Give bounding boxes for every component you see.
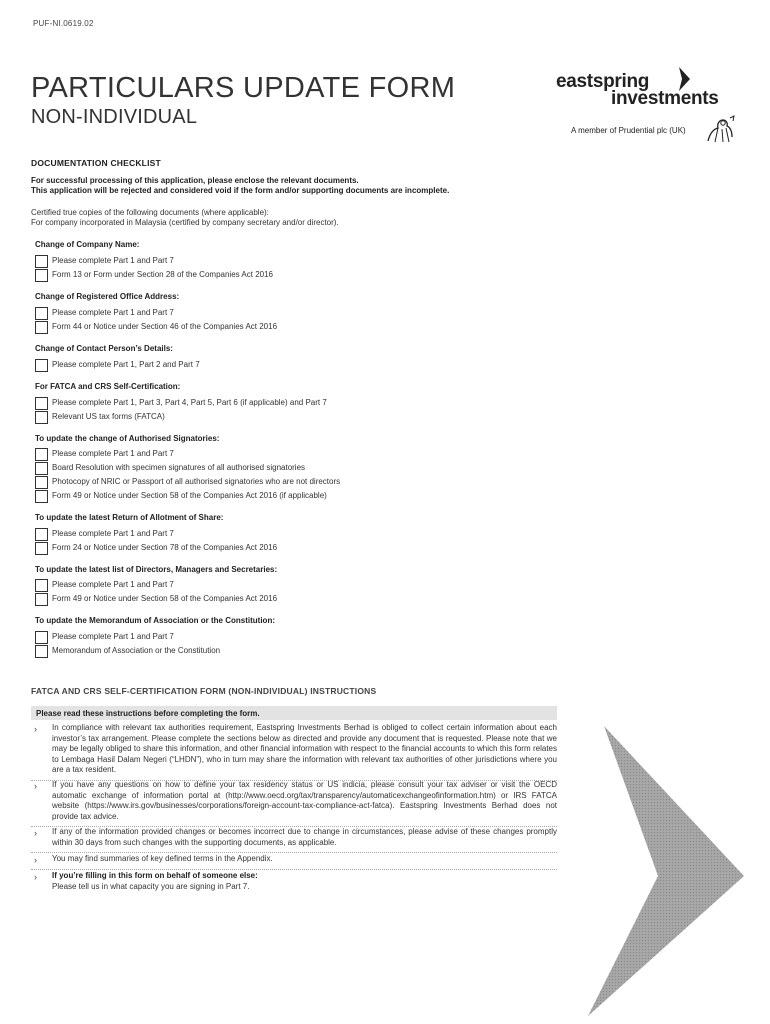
eastspring-logo xyxy=(556,58,746,148)
checklist-item-label: Relevant US tax forms (FATCA) xyxy=(52,412,165,421)
section-title-registered-office: Change of Registered Office Address: xyxy=(35,292,180,301)
form-subtitle: NON-INDIVIDUAL xyxy=(31,106,198,128)
checkbox[interactable] xyxy=(35,307,48,320)
checklist-item-label: Board Resolution with specimen signatures of all authorised signatories xyxy=(52,463,306,472)
logo-word-investments: investments xyxy=(611,88,719,109)
checklist-item-label: Please complete Part 1, Part 2 and Part 7 xyxy=(52,360,200,369)
checkbox[interactable] xyxy=(35,269,48,282)
instruction-text xyxy=(52,871,557,896)
bullet-chevron-icon: › xyxy=(34,828,37,838)
instruction-text: If any of the information provided changes or becomes incorrect due to change in circumstances, please advise of these changes promptly within 30 days from such changes with the supporting documents, as applicable. xyxy=(52,827,557,847)
checkbox[interactable] xyxy=(35,255,48,268)
instruction-text: If you have any questions on how to define your tax residency status or US indicia, please consult your tax adviser or visit the OECD automatic exchange of information portal at (http://www.oecd.org/tax/transparency/automaticexchangeofinformation.htm) or IRS FATCA website (https://www.irs.gov/businesses/corporations/foreign-account-tax-compliance-act-fatca). Eastspring Investments Berhad does not provide tax advice. xyxy=(52,780,557,821)
checkbox[interactable] xyxy=(35,321,48,334)
certified-line-2: For company incorporated in Malaysia (certified by company secretary and/or director). xyxy=(31,218,339,227)
checklist-item-label: Please complete Part 1 and Part 7 xyxy=(52,256,174,265)
checklist-item-label: Form 44 or Notice under Section 46 of the Companies Act 2016 xyxy=(52,322,278,331)
checkbox[interactable] xyxy=(35,631,48,644)
checklist-item-label: Please complete Part 1 and Part 7 xyxy=(52,580,174,589)
checkbox[interactable] xyxy=(35,593,48,606)
checklist-item-label: Please complete Part 1 and Part 7 xyxy=(52,308,174,317)
logo-word-eastspring: eastspring xyxy=(556,71,650,92)
section-title-fatca-crs: For FATCA and CRS Self-Certification: xyxy=(35,382,181,391)
checklist-item-label: Please complete Part 1, Part 3, Part 4, Part 5, Part 6 (if applicable) and Part 7 xyxy=(52,398,327,407)
instruction-bullet xyxy=(31,827,557,853)
checklist-notice-1: For successful processing of this application, please enclose the relevant documents. xyxy=(31,176,359,185)
checkbox[interactable] xyxy=(35,490,48,503)
bullet-chevron-icon: › xyxy=(34,872,37,882)
checklist-item-label: Please complete Part 1 and Part 7 xyxy=(52,632,174,641)
form-code: PUF-NI.0619.02 xyxy=(33,19,94,28)
checkbox[interactable] xyxy=(35,411,48,424)
prudential-lady-icon xyxy=(704,115,736,145)
instruction-text: You may find summaries of key defined terms in the Appendix. xyxy=(52,854,273,863)
checklist-item-label: Form 49 or Notice under Section 58 of the Companies Act 2016 (if applicable) xyxy=(52,491,327,500)
instruction-bullet xyxy=(31,780,557,827)
instruction-text: In compliance with relevant tax authorities requirement, Eastspring Investments Berhad is obliged to collect certain information about each investor’s tax arrangement. Please complete the sections below as directed and provide any document that is requested. Please note that we may be legally obliged to share this information, and other financial information with respect to the financial accounts to which this form relates to Lembaga Hasil Dalam Negeri (“LHDN”), who in turn may share the information with relevant tax authorities of other jurisdictions where you are a tax resident. xyxy=(52,723,557,774)
checkbox[interactable] xyxy=(35,645,48,658)
checkbox[interactable] xyxy=(35,397,48,410)
checklist-heading: DOCUMENTATION CHECKLIST xyxy=(31,158,161,168)
form-title: PARTICULARS UPDATE FORM xyxy=(31,72,456,104)
checklist-item-label: Please complete Part 1 and Part 7 xyxy=(52,529,174,538)
bullet-chevron-icon: › xyxy=(34,781,37,791)
checkbox[interactable] xyxy=(35,579,48,592)
logo-member-text: A member of Prudential plc (UK) xyxy=(571,126,686,135)
instructions-bar-text: Please read these instructions before completing the form. xyxy=(36,709,260,718)
checklist-item-label: Form 49 or Notice under Section 58 of the Companies Act 2016 xyxy=(52,594,278,603)
checklist-item-label: Please complete Part 1 and Part 7 xyxy=(52,449,174,458)
instruction-bullet xyxy=(31,723,557,781)
checkbox[interactable] xyxy=(35,476,48,489)
instruction-bullet xyxy=(31,854,557,870)
section-title-company-name: Change of Company Name: xyxy=(35,240,140,249)
instruction-text-detail: Please tell us in what capacity you are signing in Part 7. xyxy=(52,881,250,891)
checklist-item-label: Photocopy of NRIC or Passport of all authorised signatories who are not directors xyxy=(52,477,341,486)
section-title-authorised-signatories: To update the change of Authorised Signatories: xyxy=(35,434,220,443)
checklist-item-label: Form 24 or Notice under Section 78 of the Companies Act 2016 xyxy=(52,543,278,552)
bullet-chevron-icon: › xyxy=(34,855,37,865)
checklist-item-label: Memorandum of Association or the Constitution xyxy=(52,646,221,655)
section-title-directors-list: To update the latest list of Directors, Managers and Secretaries: xyxy=(35,565,278,574)
instructions-heading: FATCA AND CRS SELF-CERTIFICATION FORM (NON-INDIVIDUAL) INSTRUCTIONS xyxy=(31,686,377,696)
large-grey-chevron-icon xyxy=(566,726,746,1016)
section-title-contact-person: Change of Contact Person’s Details: xyxy=(35,344,173,353)
checklist-item-label: Form 13 or Form under Section 28 of the Companies Act 2016 xyxy=(52,270,274,279)
checkbox[interactable] xyxy=(35,462,48,475)
section-title-return-of-allotment: To update the latest Return of Allotment of Share: xyxy=(35,513,224,522)
certified-line-1: Certified true copies of the following documents (where applicable): xyxy=(31,208,269,217)
bullet-chevron-icon: › xyxy=(34,724,37,734)
chevron-right-icon xyxy=(677,66,691,92)
checkbox[interactable] xyxy=(35,448,48,461)
instruction-bullet xyxy=(31,871,557,896)
instructions-bar xyxy=(31,706,557,720)
checkbox[interactable] xyxy=(35,359,48,372)
instruction-bold-lead: If you’re filling in this form on behalf of someone else: xyxy=(52,871,258,880)
checkbox[interactable] xyxy=(35,542,48,555)
checkbox[interactable] xyxy=(35,528,48,541)
section-title-memorandum: To update the Memorandum of Association or the Constitution: xyxy=(35,616,275,625)
checklist-notice-2: This application will be rejected and considered void if the form and/or supporting documents are incomplete. xyxy=(31,186,450,195)
